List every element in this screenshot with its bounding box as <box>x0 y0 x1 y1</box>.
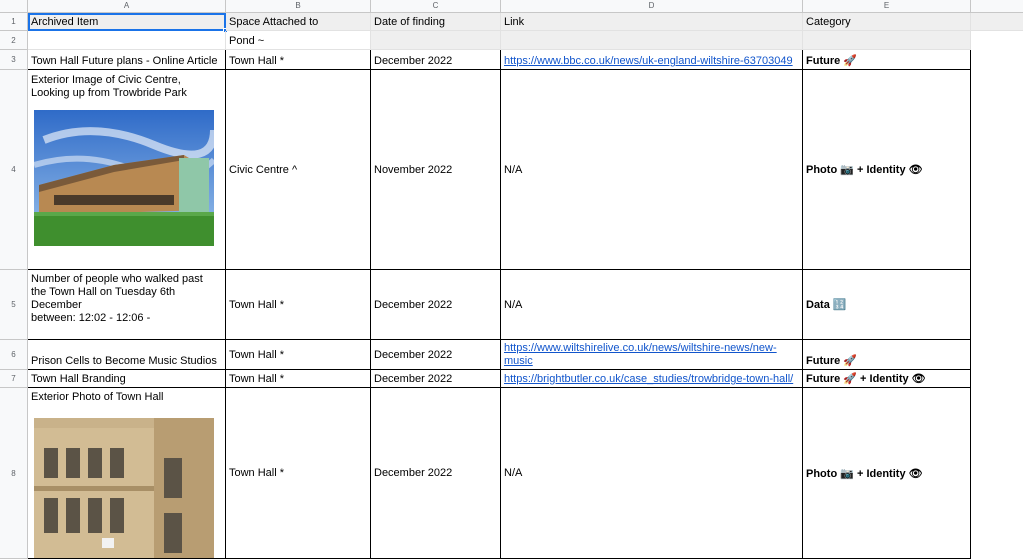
cell-d2[interactable] <box>501 31 803 50</box>
column-header-c[interactable]: C <box>371 0 501 13</box>
cell-a2[interactable] <box>28 31 226 50</box>
column-header-b[interactable]: B <box>226 0 371 13</box>
cell-c7[interactable]: December 2022 <box>371 370 501 388</box>
cell-d7[interactable] <box>501 370 803 388</box>
cell-d6[interactable] <box>501 340 803 370</box>
brightbutler-link[interactable]: https://brightbutler.co.uk/case_studies/trowbridge-town-hall/ <box>504 373 794 385</box>
column-header-d[interactable]: D <box>501 0 803 13</box>
column-header-e[interactable]: E <box>803 0 971 13</box>
cell-c5[interactable]: December 2022 <box>371 270 501 340</box>
cell-e6[interactable]: Future 🚀 <box>803 340 971 370</box>
cell-b2[interactable]: Pond ~ <box>226 31 371 50</box>
cell-a5-line2: the Town Hall on Tuesday 6th December <box>31 286 176 311</box>
cell-a4[interactable] <box>28 70 226 270</box>
cell-a1[interactable]: Archived Item <box>28 13 226 31</box>
cell-d3[interactable] <box>501 50 803 70</box>
row-header-8[interactable]: 8 <box>0 388 28 559</box>
cell-e2[interactable] <box>803 31 971 50</box>
cell-a4-text: Exterior Image of Civic Centre, Looking up from Trowbride Park <box>31 74 187 99</box>
row-header-3[interactable]: 3 <box>0 50 28 70</box>
cell-f1[interactable] <box>971 13 1023 31</box>
column-header-f[interactable] <box>971 0 1023 13</box>
cell-a7[interactable]: Town Hall Branding <box>28 370 226 388</box>
cell-b5[interactable]: Town Hall * <box>226 270 371 340</box>
cell-a8[interactable] <box>28 388 226 559</box>
cell-d1[interactable]: Link <box>501 13 803 31</box>
town-hall-photo <box>34 418 214 559</box>
cell-a5[interactable] <box>28 270 226 340</box>
cell-e1[interactable]: Category <box>803 13 971 31</box>
cell-b1[interactable]: Space Attached to <box>226 13 371 31</box>
wiltshirelive-link-line1[interactable]: https://www.wiltshirelive.co.uk/news/wiltshire-news/new-music <box>504 342 777 367</box>
cell-c1[interactable]: Date of finding <box>371 13 501 31</box>
cell-d8[interactable]: N/A <box>501 388 803 559</box>
cell-c3[interactable]: December 2022 <box>371 50 501 70</box>
cell-b6[interactable]: Town Hall * <box>226 340 371 370</box>
cell-e7[interactable]: Future 🚀 + Identity 👁 <box>803 370 971 388</box>
cell-c6[interactable]: December 2022 <box>371 340 501 370</box>
cell-e3[interactable]: Future 🚀 <box>803 50 971 70</box>
cell-e4[interactable]: Photo 📷 + Identity 👁 <box>803 70 971 270</box>
column-header-a[interactable]: A <box>28 0 226 13</box>
cell-d4[interactable]: N/A <box>501 70 803 270</box>
bbc-article-link[interactable]: https://www.bbc.co.uk/news/uk-england-wiltshire-63703049 <box>504 55 793 67</box>
cell-c4[interactable]: November 2022 <box>371 70 501 270</box>
row-header-6[interactable]: 6 <box>0 340 28 370</box>
cell-c2[interactable] <box>371 31 501 50</box>
cell-b3[interactable]: Town Hall * <box>226 50 371 70</box>
cell-e5[interactable]: Data 🔢 <box>803 270 971 340</box>
row-header-2[interactable]: 2 <box>0 31 28 50</box>
cell-a3[interactable]: Town Hall Future plans - Online Article <box>28 50 226 70</box>
select-all-corner[interactable] <box>0 0 28 13</box>
cell-a5-line3: between: 12:02 - 12:06 - <box>31 312 151 324</box>
cell-a5-line1: Number of people who walked past <box>31 273 203 285</box>
cell-a8-text: Exterior Photo of Town Hall <box>31 391 164 403</box>
civic-centre-photo <box>34 110 214 246</box>
row-header-7[interactable]: 7 <box>0 370 28 388</box>
cell-b8[interactable]: Town Hall * <box>226 388 371 559</box>
row-header-4[interactable]: 4 <box>0 70 28 270</box>
row-header-5[interactable]: 5 <box>0 270 28 340</box>
row-header-1[interactable]: 1 <box>0 13 28 31</box>
cell-b7[interactable]: Town Hall * <box>226 370 371 388</box>
cell-c8[interactable]: December 2022 <box>371 388 501 559</box>
cell-d5[interactable]: N/A <box>501 270 803 340</box>
empty-column-f[interactable] <box>971 31 1023 559</box>
cell-b4[interactable]: Civic Centre ^ <box>226 70 371 270</box>
cell-e8[interactable]: Photo 📷 + Identity 👁 <box>803 388 971 559</box>
cell-a6[interactable]: Prison Cells to Become Music Studios <box>28 340 226 370</box>
